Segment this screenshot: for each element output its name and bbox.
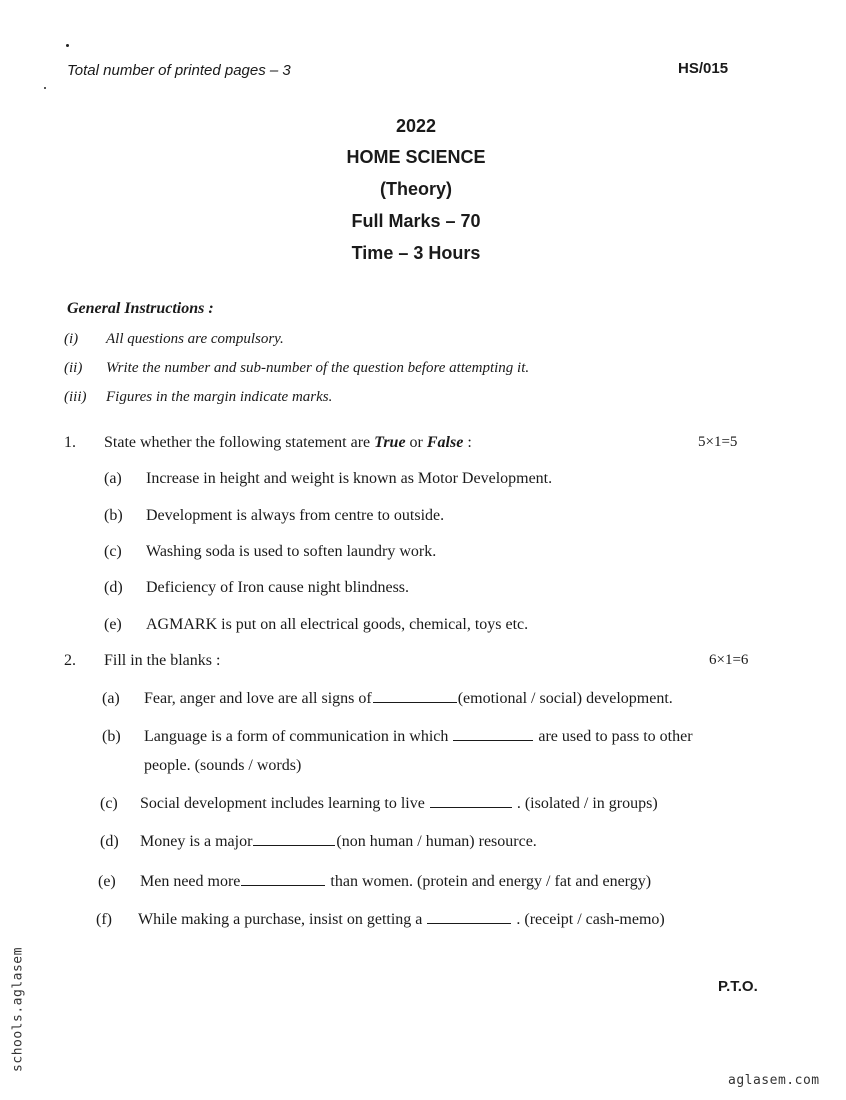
total-pages-note: Total number of printed pages – 3 <box>67 62 291 79</box>
answer-blank <box>253 844 335 846</box>
sub-text-before: Language is a form of communication in which <box>144 728 449 745</box>
sub-label: (d) <box>104 579 123 596</box>
instruction-number: (i) <box>64 331 79 347</box>
instruction-item <box>64 331 284 348</box>
sub-text-after: than women. (protein and energy / fat and energy) <box>330 873 652 890</box>
sub-text: Development is always from centre to outside. <box>146 507 445 524</box>
instruction-item <box>64 360 529 377</box>
sub-text: Washing soda is used to soften laundry work. <box>146 543 437 560</box>
sub-text-before: Money is a major <box>140 833 253 850</box>
sub-text-after: are used to pass to other <box>538 728 693 745</box>
instruction-number: (iii) <box>64 389 87 405</box>
exam-time: Time – 3 Hours <box>351 243 481 263</box>
sub-label: (d) <box>100 833 119 850</box>
sub-text: Increase in height and weight is known as Motor Development. <box>146 470 553 487</box>
sub-label: (b) <box>104 507 123 524</box>
instruction-text: All questions are compulsory. <box>106 331 284 347</box>
question-1-marks: 5×1=5 <box>698 434 738 450</box>
sub-text: AGMARK is put on all electrical goods, chemical, toys etc. <box>146 616 529 633</box>
scan-speck <box>66 44 69 47</box>
sub-text <box>140 873 651 891</box>
question-1-text <box>104 434 472 452</box>
please-turn-over: P.T.O. <box>718 978 758 995</box>
sub-label: (e) <box>98 873 116 890</box>
question-1-colon: : <box>463 434 472 451</box>
instruction-text: Write the number and sub-number of the question before attempting it. <box>106 360 530 376</box>
scan-speck <box>44 87 46 89</box>
instruction-number: (ii) <box>64 360 83 376</box>
sub-text-before: Fear, anger and love are all signs of <box>144 690 372 707</box>
question-2b-continued: people. (sounds / words) <box>144 757 302 774</box>
false-word: False <box>426 434 464 451</box>
question-1-prompt: State whether the following statement are <box>104 434 375 451</box>
exam-year: 2022 <box>395 116 437 136</box>
instruction-text: Figures in the margin indicate marks. <box>106 389 333 405</box>
sub-text: Deficiency of Iron cause night blindness. <box>146 579 410 596</box>
sub-text-after: (non human / human) resource. <box>336 833 537 850</box>
true-word: True <box>374 434 406 451</box>
sub-text-after: . (isolated / in groups) <box>516 795 658 812</box>
sub-text-before: While making a purchase, insist on getting a <box>138 911 423 928</box>
paper-type: (Theory) <box>380 179 452 199</box>
paper-code: HS/015 <box>678 60 729 77</box>
sub-text-after: (emotional / social) development. <box>457 690 673 707</box>
sub-text <box>144 728 693 746</box>
answer-blank <box>430 806 512 808</box>
sub-text <box>144 690 673 708</box>
sub-label: (a) <box>104 470 122 487</box>
watermark-bottom: aglasem.com <box>728 1073 820 1088</box>
question-2-marks: 6×1=6 <box>709 652 749 668</box>
sub-label: (c) <box>104 543 122 560</box>
sub-text-after: . (receipt / cash-memo) <box>516 911 665 928</box>
subject-title: HOME SCIENCE <box>346 147 486 167</box>
sub-text <box>140 795 658 813</box>
answer-blank <box>241 884 325 886</box>
sub-text-before: Social development includes learning to live <box>140 795 425 812</box>
answer-blank <box>427 922 511 924</box>
question-2-text: Fill in the blanks : <box>104 652 221 669</box>
sub-label: (a) <box>102 690 120 707</box>
watermark-side: schools.aglasem <box>10 947 26 1072</box>
instructions-heading: General Instructions : <box>67 300 214 317</box>
question-2-number: 2. <box>64 652 76 669</box>
sub-text <box>140 833 537 851</box>
full-marks: Full Marks – 70 <box>351 211 481 231</box>
sub-label: (e) <box>104 616 122 633</box>
or-word: or <box>405 434 427 451</box>
sub-label: (c) <box>100 795 118 812</box>
sub-label: (f) <box>96 911 112 928</box>
sub-text <box>138 911 665 929</box>
instruction-item <box>64 389 332 406</box>
sub-text-before: Men need more <box>140 873 241 890</box>
sub-label: (b) <box>102 728 121 745</box>
answer-blank <box>453 739 533 741</box>
question-1-number: 1. <box>64 434 76 451</box>
answer-blank <box>373 701 457 703</box>
